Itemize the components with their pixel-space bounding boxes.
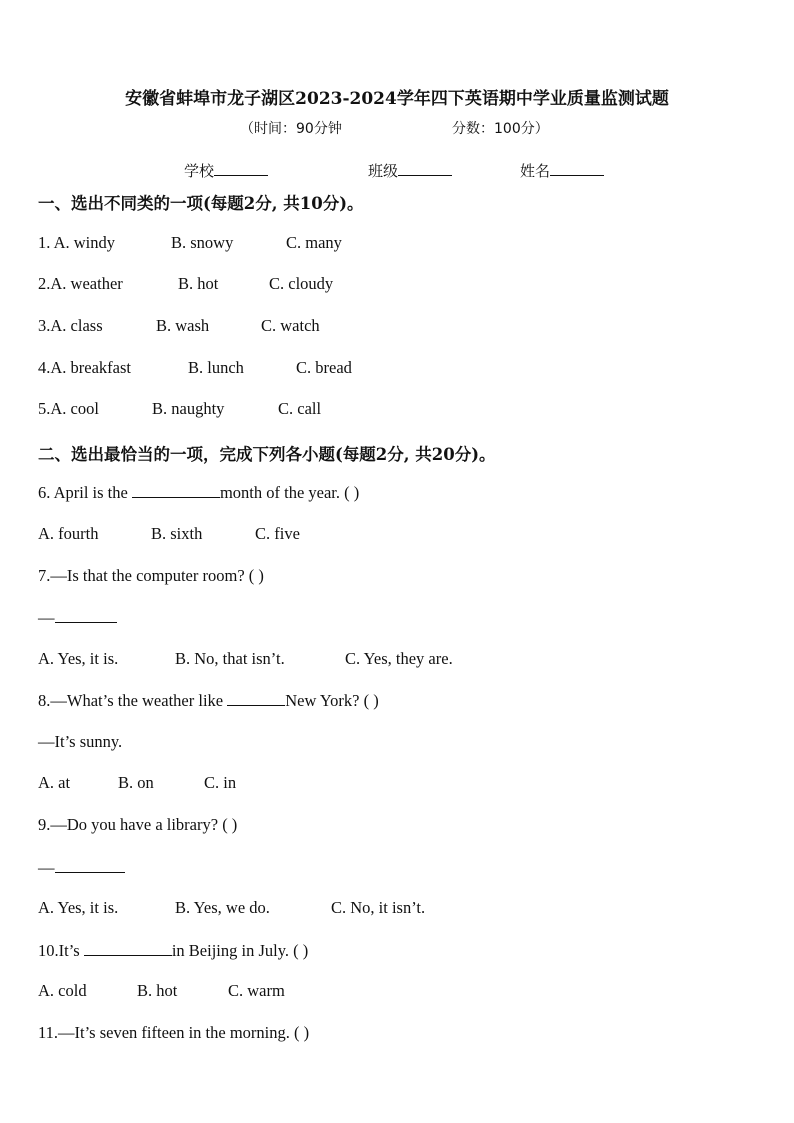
name-blank[interactable] xyxy=(550,161,604,176)
q7-dash: — xyxy=(38,608,55,627)
question-7-options xyxy=(0,649,794,671)
school-field xyxy=(184,160,268,181)
q8-option-b: B. on xyxy=(118,773,154,792)
q6-text-pre: 6. April is the xyxy=(38,483,132,502)
q9-option-a: A. Yes, it is. xyxy=(38,898,119,917)
q6-option-a: A. fourth xyxy=(38,524,99,543)
question-8-reply: —It’s sunny. xyxy=(38,732,123,751)
question-8-stem xyxy=(38,690,379,711)
section2-heading: 二、选出最恰当的一项，完成下列各小题(每题2分, 共20分)。 xyxy=(38,445,496,464)
question-7-reply xyxy=(38,607,117,628)
question-9-options xyxy=(0,898,794,920)
name-label: 姓名 xyxy=(520,162,551,180)
q7-option-a: A. Yes, it is. xyxy=(38,649,119,668)
q10-text-pre: 10.It’s xyxy=(38,941,84,960)
q3-option-b: B. wash xyxy=(156,316,210,335)
question-6-options xyxy=(0,524,794,546)
class-label: 班级 xyxy=(368,162,399,180)
exam-title: 安徽省蚌埠市龙子湖区2023-2024学年四下英语期中学业质量监测试题 xyxy=(125,89,669,109)
q9-answer-blank[interactable] xyxy=(55,857,125,873)
school-blank[interactable] xyxy=(214,161,268,176)
question-2 xyxy=(0,274,794,296)
q10-text-post: in Beijing in July. ( ) xyxy=(171,941,309,960)
q10-option-c: C. warm xyxy=(228,981,285,1000)
q2-option-a: 2.A. weather xyxy=(38,274,123,293)
q2-option-b: B. hot xyxy=(178,274,219,293)
question-11-stem: 11.—It’s seven fifteen in the morning. ( ) xyxy=(38,1023,310,1042)
q3-option-a: 3.A. class xyxy=(38,316,103,335)
question-10-stem xyxy=(38,940,308,961)
q5-option-b: B. naughty xyxy=(152,399,225,418)
question-6-stem xyxy=(38,482,359,503)
question-3 xyxy=(0,316,794,338)
school-label: 学校 xyxy=(184,162,215,180)
q7-option-c: C. Yes, they are. xyxy=(345,649,453,668)
q1-option-c: C. many xyxy=(286,233,342,252)
question-8-options xyxy=(0,773,794,795)
q2-option-c: C. cloudy xyxy=(269,274,334,293)
q10-option-a: A. cold xyxy=(38,981,87,1000)
question-5 xyxy=(0,399,794,421)
q8-text-pre: 8.—What’s the weather like xyxy=(38,691,228,710)
question-9-stem: 9.—Do you have a library? ( ) xyxy=(38,815,238,834)
q9-option-b: B. Yes, we do. xyxy=(175,898,270,917)
q6-option-b: B. sixth xyxy=(151,524,203,543)
q8-option-a: A. at xyxy=(38,773,71,792)
total-score: 分数：100分） xyxy=(452,121,549,137)
class-field xyxy=(368,160,452,181)
q8-option-c: C. in xyxy=(204,773,237,792)
q10-answer-blank[interactable] xyxy=(84,940,172,956)
question-9-reply xyxy=(38,857,125,878)
q4-option-a: 4.A. breakfast xyxy=(38,358,132,377)
q7-option-b: B. No, that isn’t. xyxy=(175,649,285,668)
q1-option-a: 1. A. windy xyxy=(38,233,116,252)
q8-text-post: New York? ( ) xyxy=(285,691,379,710)
question-10-options xyxy=(0,981,794,1003)
q9-option-c: C. No, it isn’t. xyxy=(331,898,426,917)
question-7-stem: 7.—Is that the computer room? ( ) xyxy=(38,566,264,585)
class-blank[interactable] xyxy=(398,161,452,176)
q10-option-b: B. hot xyxy=(137,981,178,1000)
q6-option-c: C. five xyxy=(255,524,300,543)
q1-option-b: B. snowy xyxy=(171,233,234,252)
q7-answer-blank[interactable] xyxy=(55,607,117,623)
q6-answer-blank[interactable] xyxy=(132,482,220,498)
q9-dash: — xyxy=(38,858,55,877)
time-limit: （时间：90分钟 xyxy=(240,121,342,137)
q6-text-post: month of the year. ( ) xyxy=(219,483,360,502)
q5-option-c: C. call xyxy=(278,399,322,418)
q4-option-b: B. lunch xyxy=(188,358,244,377)
question-4 xyxy=(0,358,794,380)
q5-option-a: 5.A. cool xyxy=(38,399,99,418)
q8-answer-blank[interactable] xyxy=(227,690,285,706)
section1-heading: 一、选出不同类的一项(每题2分, 共10分)。 xyxy=(38,194,364,213)
q4-option-c: C. bread xyxy=(296,358,352,377)
q3-option-c: C. watch xyxy=(261,316,320,335)
question-1 xyxy=(0,233,794,255)
name-field xyxy=(520,160,604,181)
